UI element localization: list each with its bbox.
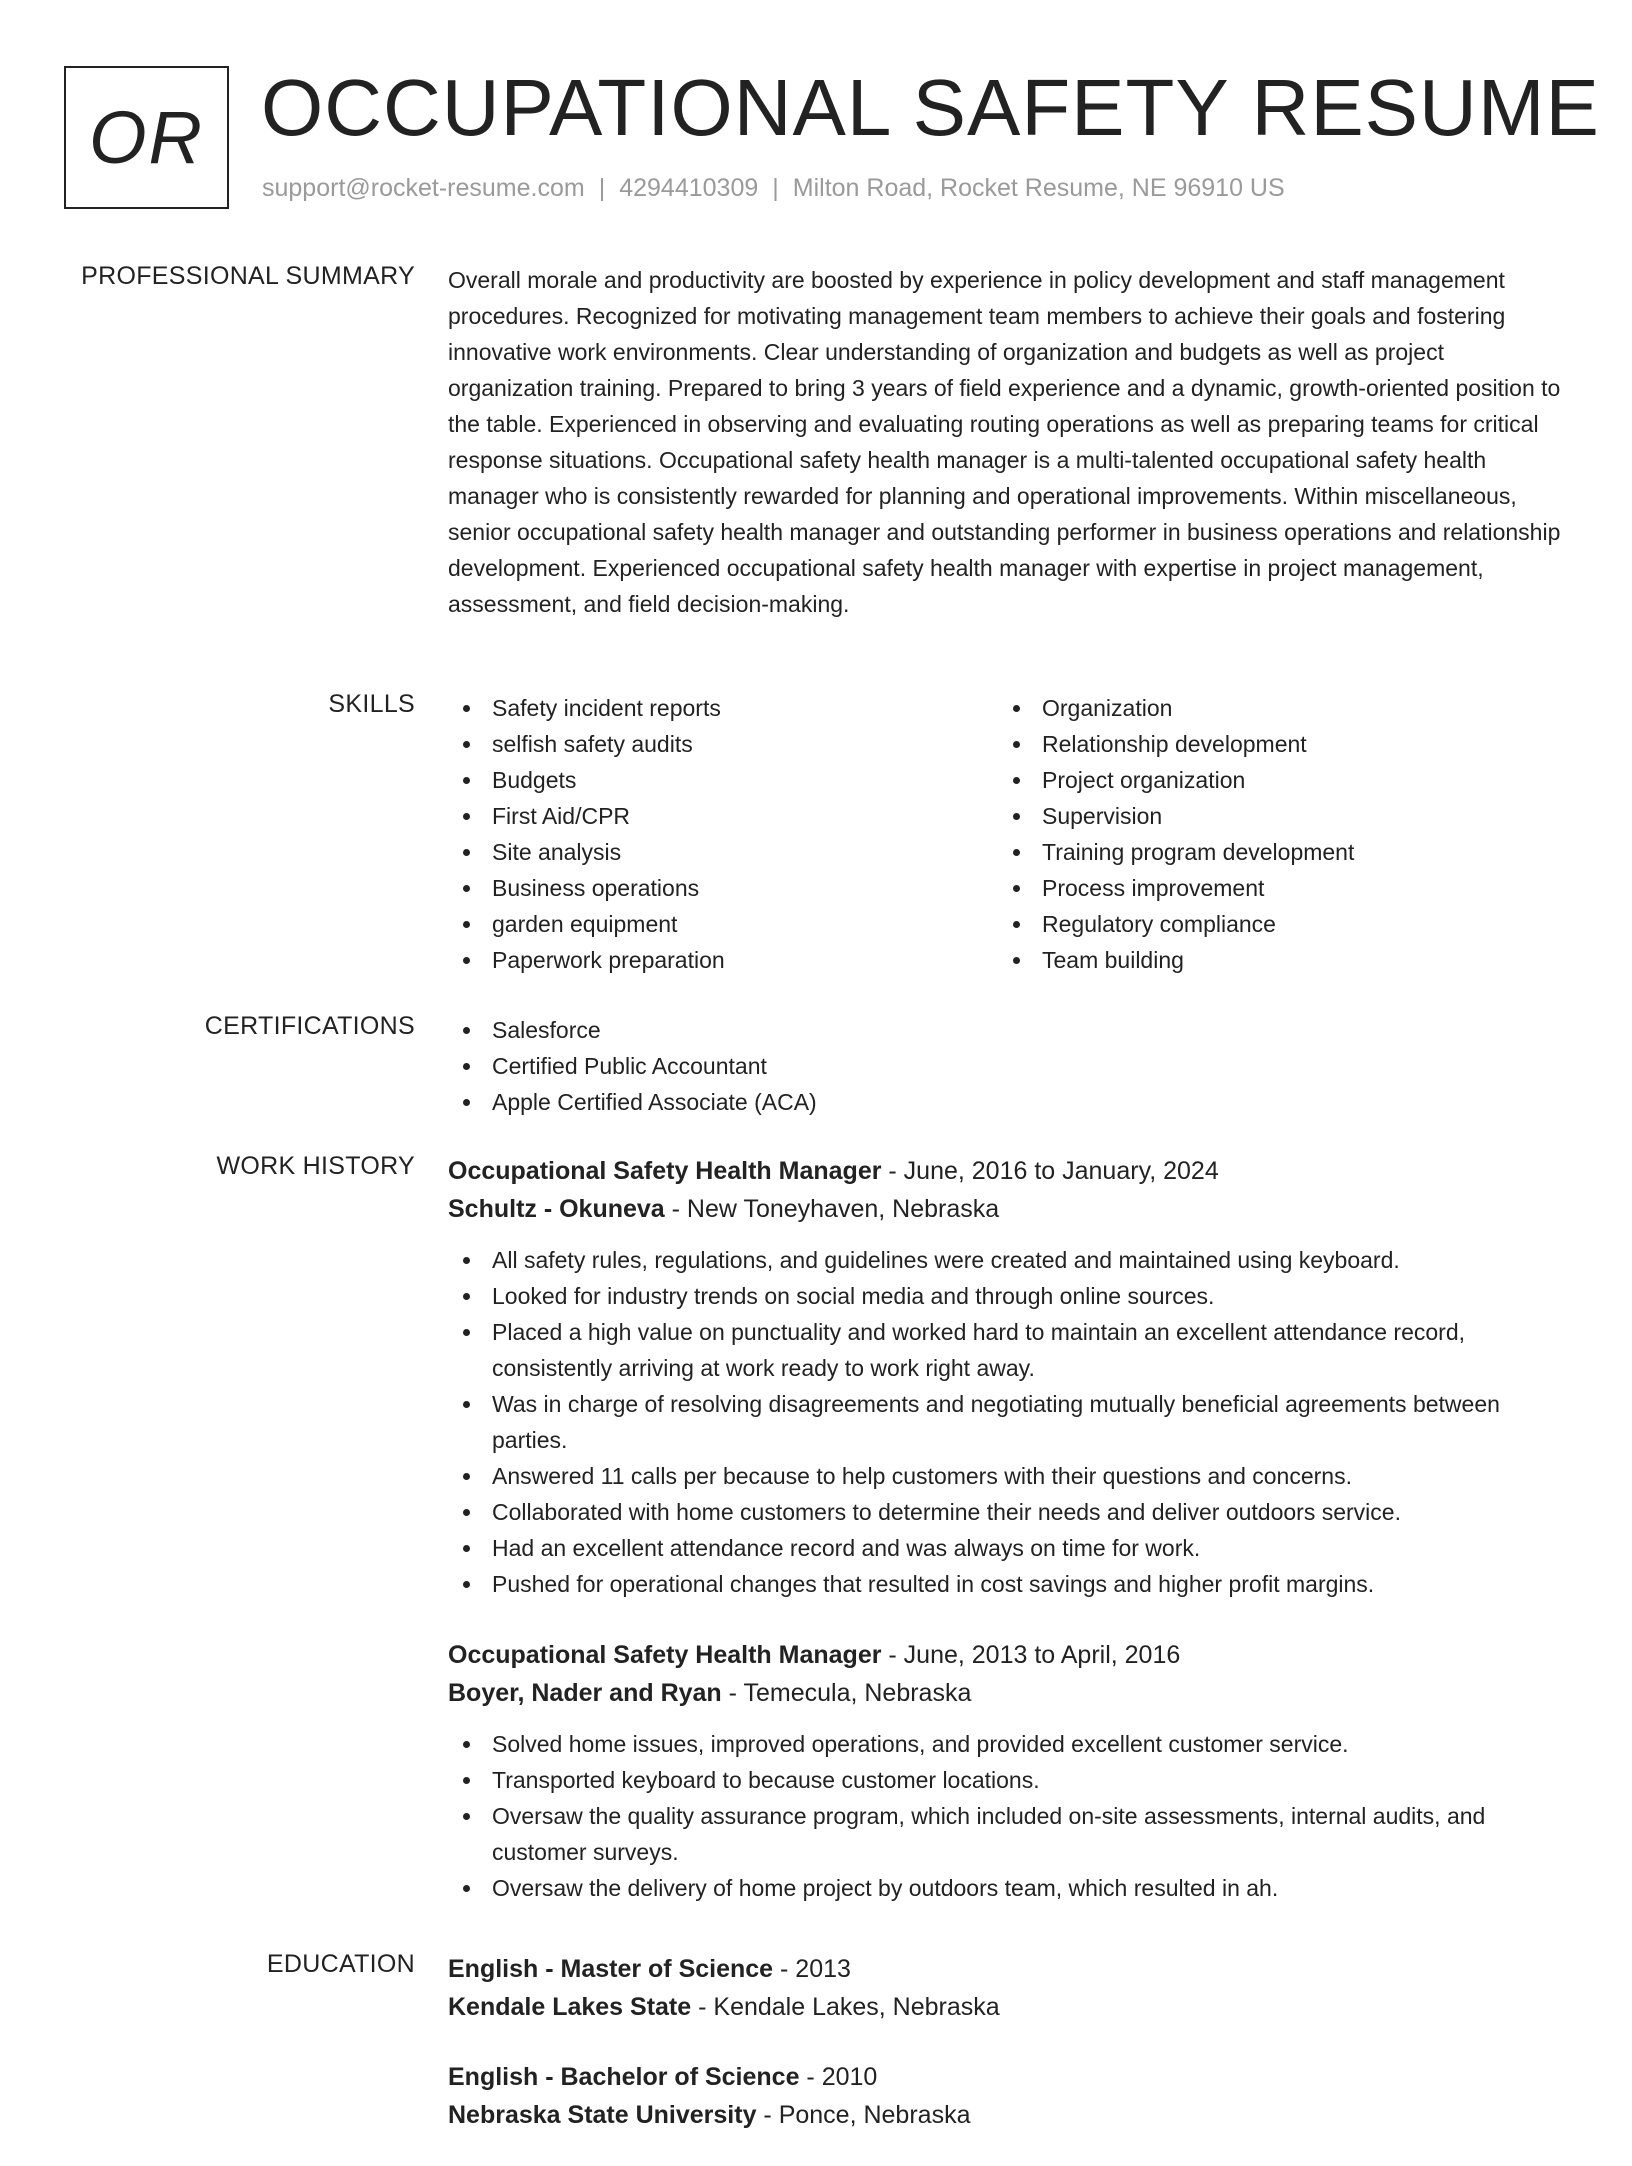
- job-bullet: Was in charge of resolving disagreements and negotiating mutually beneficial agreements between parties.: [448, 1386, 1568, 1458]
- job-title-line: [448, 1636, 1568, 1674]
- skill-item: Safety incident reports: [448, 690, 998, 726]
- certification-item: Apple Certified Associate (ACA): [448, 1084, 1568, 1120]
- skill-item: Supervision: [998, 798, 1548, 834]
- education-year: - 2013: [773, 1955, 851, 1983]
- education-school: Kendale Lakes State: [448, 1993, 692, 2021]
- summary-heading: PROFESSIONAL SUMMARY: [81, 262, 415, 290]
- skill-item: Paperwork preparation: [448, 942, 998, 978]
- education-location: - Kendale Lakes, Nebraska: [691, 1993, 1000, 2021]
- skill-item: Site analysis: [448, 834, 998, 870]
- job-bullet: Answered 11 calls per because to help customers with their questions and concerns.: [448, 1458, 1568, 1494]
- job-dates: - June, 2013 to April, 2016: [881, 1641, 1181, 1669]
- education-school-line: [448, 1988, 1568, 2026]
- education-body: [448, 1950, 1568, 2166]
- contact-phone[interactable]: 4294410309: [619, 174, 759, 202]
- contact-separator: |: [598, 174, 606, 202]
- contact-address: Milton Road, Rocket Resume, NE 96910 US: [792, 174, 1285, 202]
- job-location: - New Toneyhaven, Nebraska: [664, 1195, 1000, 1223]
- job-bullet: Pushed for operational changes that resulted in cost savings and higher profit margins.: [448, 1566, 1568, 1602]
- certifications-body: [448, 1012, 1568, 1120]
- work-heading: WORK HISTORY: [216, 1152, 415, 1180]
- skills-column-left: [448, 690, 998, 978]
- skill-item: Budgets: [448, 762, 998, 798]
- job-bullet: Collaborated with home customers to determine their needs and deliver outdoors service.: [448, 1494, 1568, 1530]
- work-body: [448, 1152, 1568, 1940]
- skill-item: Business operations: [448, 870, 998, 906]
- job-title: Occupational Safety Health Manager: [448, 1157, 882, 1185]
- education-school-line: [448, 2096, 1568, 2134]
- certification-item: Salesforce: [448, 1012, 1568, 1048]
- skill-item: selfish safety audits: [448, 726, 998, 762]
- job-company-line: [448, 1190, 1568, 1228]
- skill-item: Team building: [998, 942, 1548, 978]
- job-bullet-list: [448, 1242, 1568, 1602]
- education-degree-line: [448, 2058, 1568, 2096]
- job-bullet: Solved home issues, improved operations, and provided excellent customer service.: [448, 1726, 1568, 1762]
- job-dates: - June, 2016 to January, 2024: [881, 1157, 1219, 1185]
- contact-line: [262, 174, 1285, 203]
- job-bullet: Oversaw the delivery of home project by outdoors team, which resulted in ah.: [448, 1870, 1568, 1906]
- skills-list-left: [448, 690, 998, 978]
- job-title: Occupational Safety Health Manager: [448, 1641, 882, 1669]
- contact-separator: |: [772, 174, 779, 202]
- skills-list-right: [998, 690, 1548, 978]
- certifications-heading: CERTIFICATIONS: [204, 1012, 415, 1040]
- education-school: Nebraska State University: [448, 2101, 757, 2129]
- resume-header: [64, 63, 1600, 210]
- summary-text: Overall morale and productivity are boosted by experience in policy development and staff management procedures. Recognized for motivating management team members to achieve their goals and fostering innovative work environments. Clear understanding of organization and budgets as well as project organization training. Prepared to bring 3 years of field experience and a dynamic, growth-oriented position to the table. Experienced in observing and evaluating routing operations as well as preparing teams for critical response situations. Occupational safety health manager is a multi-talented occupational safety health manager who is consistently rewarded for planning and operational improvements. Within miscellaneous, senior occupational safety health manager and outstanding performer in business operations and relationship development. Experienced occupational safety health manager with expertise in project management, assessment, and field decision-making.: [448, 267, 1561, 617]
- job-entry: [448, 1636, 1568, 1906]
- job-company-line: [448, 1674, 1568, 1712]
- education-degree: English - Bachelor of Science: [448, 2063, 800, 2091]
- job-bullet: Looked for industry trends on social media and through online sources.: [448, 1278, 1568, 1314]
- skills-column-right: [998, 690, 1548, 978]
- monogram-logo: OR: [64, 66, 229, 209]
- skill-item: garden equipment: [448, 906, 998, 942]
- education-entry: [448, 1950, 1568, 2026]
- skill-item: Training program development: [998, 834, 1548, 870]
- job-bullet-list: [448, 1726, 1568, 1906]
- education-location: - Ponce, Nebraska: [756, 2101, 971, 2129]
- job-location: - Temecula, Nebraska: [721, 1679, 972, 1707]
- skills-columns: [448, 690, 1568, 978]
- job-bullet: Transported keyboard to because customer locations.: [448, 1762, 1568, 1798]
- skill-item: Project organization: [998, 762, 1548, 798]
- skill-item: Regulatory compliance: [998, 906, 1548, 942]
- job-company: Schultz - Okuneva: [448, 1195, 665, 1223]
- education-heading: EDUCATION: [266, 1950, 415, 1978]
- job-bullet: Placed a high value on punctuality and worked hard to maintain an excellent attendance record, consistently arriving at work ready to work right away.: [448, 1314, 1568, 1386]
- education-degree: English - Master of Science: [448, 1955, 774, 1983]
- education-year: - 2010: [799, 2063, 878, 2091]
- skills-heading: SKILLS: [328, 690, 415, 718]
- certifications-list: [448, 1012, 1568, 1120]
- certification-item: Certified Public Accountant: [448, 1048, 1568, 1084]
- job-bullet: Had an excellent attendance record and was always on time for work.: [448, 1530, 1568, 1566]
- job-company: Boyer, Nader and Ryan: [448, 1679, 722, 1707]
- education-entry: [448, 2058, 1568, 2134]
- skill-item: Relationship development: [998, 726, 1548, 762]
- skill-item: First Aid/CPR: [448, 798, 998, 834]
- job-bullet: All safety rules, regulations, and guidelines were created and maintained using keyboard.: [448, 1242, 1568, 1278]
- contact-email[interactable]: support@rocket-resume.com: [262, 174, 585, 202]
- job-bullet: Oversaw the quality assurance program, which included on-site assessments, internal audits, and customer surveys.: [448, 1798, 1568, 1870]
- skill-item: Organization: [998, 690, 1548, 726]
- education-degree-line: [448, 1950, 1568, 1988]
- job-title-line: [448, 1152, 1568, 1190]
- resume-title: OCCUPATIONAL SAFETY RESUME: [261, 63, 1600, 152]
- skill-item: Process improvement: [998, 870, 1548, 906]
- job-entry: [448, 1152, 1568, 1602]
